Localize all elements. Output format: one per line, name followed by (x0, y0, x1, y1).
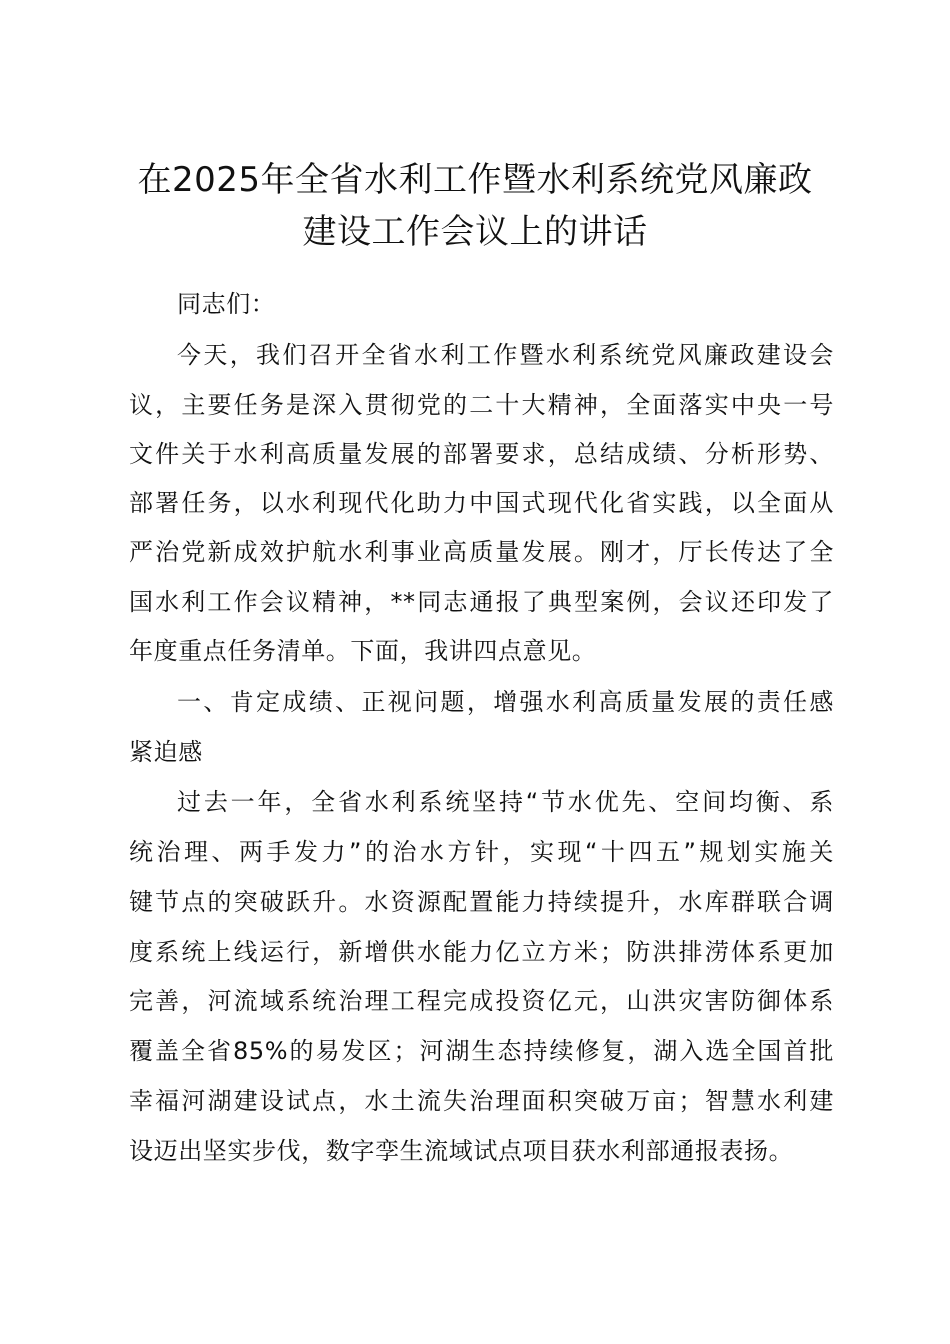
paragraph-2-line-4: 度系统上线运行，新增供水能力亿立方米；防洪排涝体系更加 (129, 938, 834, 966)
paragraph-1-line-1: 今天，我们召开全省水利工作暨水利系统党风廉政建设会 (177, 341, 834, 369)
paragraph-1-line-6: 国水利工作会议精神，**同志通报了典型案例，会议还印发了 (129, 588, 834, 616)
paragraph-2-line-7: 幸福河湖建设试点，水土流失治理面积突破万亩；智慧水利建 (129, 1087, 834, 1115)
title-line-2: 建设工作会议上的讲话 (302, 212, 648, 252)
paragraph-2-line-6: 覆盖全省85%的易发区；河湖生态持续修复，湖入选全国首批 (129, 1037, 834, 1065)
paragraph-1-line-2: 议，主要任务是深入贯彻党的二十大精神，全面落实中央一号 (129, 391, 834, 419)
paragraph-1-line-7: 年度重点任务清单。下面，我讲四点意见。 (129, 637, 597, 665)
paragraph-1-line-4: 部署任务，以水利现代化助力中国式现代化省实践，以全面从 (129, 489, 834, 517)
section-heading-line-2: 紧迫感 (129, 738, 203, 766)
paragraph-2-line-2: 统治理、两手发力”的治水方针，实现“十四五”规划实施关 (129, 838, 834, 866)
paragraph-2-line-1: 过去一年，全省水利系统坚持“节水优先、空间均衡、系 (177, 788, 834, 816)
section-heading-line-1: 一、肯定成绩、正视问题，增强水利高质量发展的责任感 (177, 688, 834, 716)
document-title (110, 154, 840, 258)
paragraph-1-line-3: 文件关于水利高质量发展的部署要求，总结成绩、分析形势、 (129, 440, 834, 468)
paragraph-2-line-5: 完善，河流域系统治理工程完成投资亿元，山洪灾害防御体系 (129, 987, 834, 1015)
salutation: 同志们： (177, 290, 276, 318)
paragraph-2-line-3: 键节点的突破跃升。水资源配置能力持续提升，水库群联合调 (129, 888, 834, 916)
paragraph-2-line-8: 设迈出坚实步伐，数字孪生流域试点项目获水利部通报表扬。 (129, 1137, 794, 1165)
title-line-1: 在2025年全省水利工作暨水利系统党风廉政 (137, 160, 813, 200)
paragraph-1-line-5: 严治党新成效护航水利事业高质量发展。刚才，厅长传达了全 (129, 538, 834, 566)
